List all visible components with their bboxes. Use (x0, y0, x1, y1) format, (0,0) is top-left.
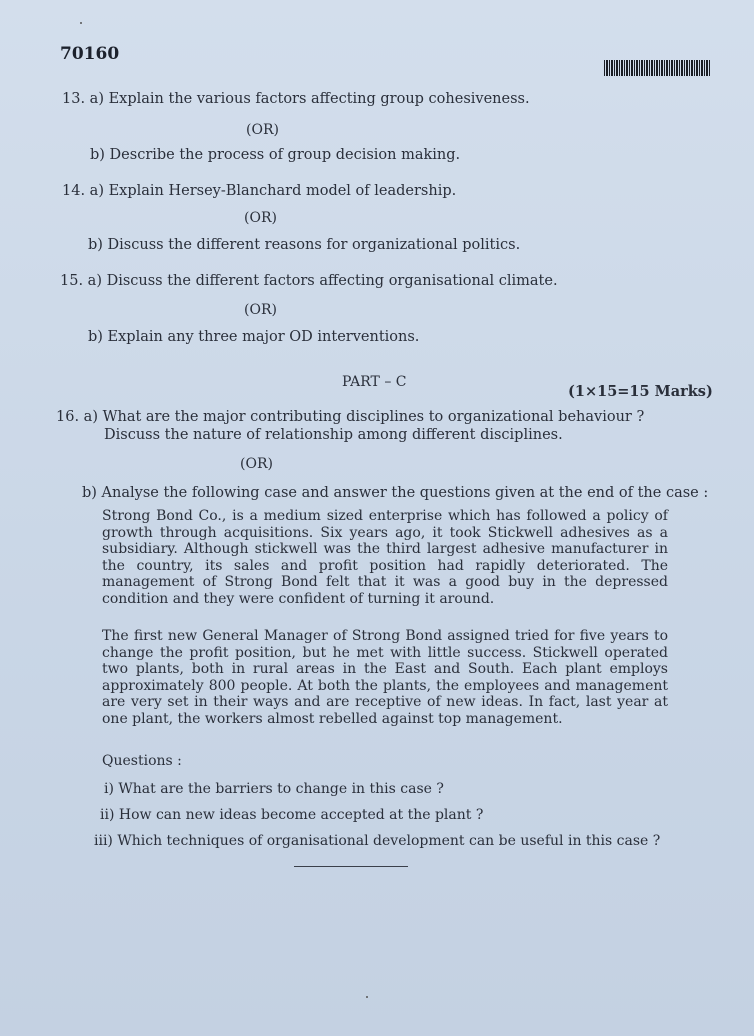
questions-label: Questions : (102, 753, 182, 769)
question-16a-line2: Discuss the nature of relationship among different disciplines. (104, 427, 563, 443)
or-15: (OR) (244, 302, 277, 318)
or-13: (OR) (246, 122, 279, 138)
speck (80, 22, 82, 24)
question-16b: b) Analyse the following case and answer the questions given at the end of the case : (82, 485, 709, 501)
case-question-iii: iii) Which techniques of organisational development can be useful in this case ? (94, 833, 661, 849)
case-paragraph-1: Strong Bond Co., is a medium sized enterprise which has followed a policy of growth through acquisitions. Six years ago, it took Stickwell adhesives as a subsidiary. Although stickwell was the third largest adhesive manufacturer in the country, its sales and profit position had rapidly deteriorated. The management of Strong Bond felt that it was a good buy in the depressed condition and they were confident of turning it around. (102, 508, 668, 607)
question-14a: 14. a) Explain Hersey-Blanchard model of leadership. (62, 183, 457, 199)
barcode-icon (604, 60, 710, 76)
question-16a-line1: 16. a) What are the major contributing disciplines to organizational behaviour ? (56, 409, 645, 425)
question-14b: b) Discuss the different reasons for organizational politics. (88, 237, 521, 253)
or-16: (OR) (240, 456, 273, 472)
case-question-i: i) What are the barriers to change in this case ? (104, 781, 444, 797)
or-14: (OR) (244, 210, 277, 226)
question-15b: b) Explain any three major OD interventions. (88, 329, 420, 345)
case-paragraph-2: The first new General Manager of Strong Bond assigned tried for five years to change the profit position, but he met with little success. Stickwell operated two plants, both in rural areas in the East and South. Each plant employs approximately 800 people. At both the plants, the employees and management are very set in their ways and are receptive of new ideas. In fact, last year at one plant, the workers almost rebelled against top management. (102, 628, 668, 727)
part-c-marks: (1×15=15 Marks) (568, 383, 713, 400)
question-13a: 13. a) Explain the various factors affecting group cohesiveness. (62, 91, 530, 107)
case-question-ii: ii) How can new ideas become accepted at the plant ? (100, 807, 484, 823)
question-13b: b) Describe the process of group decision making. (90, 147, 461, 163)
paper-code: 70160 (60, 44, 120, 64)
question-15a: 15. a) Discuss the different factors affecting organisational climate. (60, 273, 558, 289)
part-c-title: PART – C (342, 374, 407, 390)
end-rule (294, 866, 408, 867)
speck (366, 996, 368, 998)
